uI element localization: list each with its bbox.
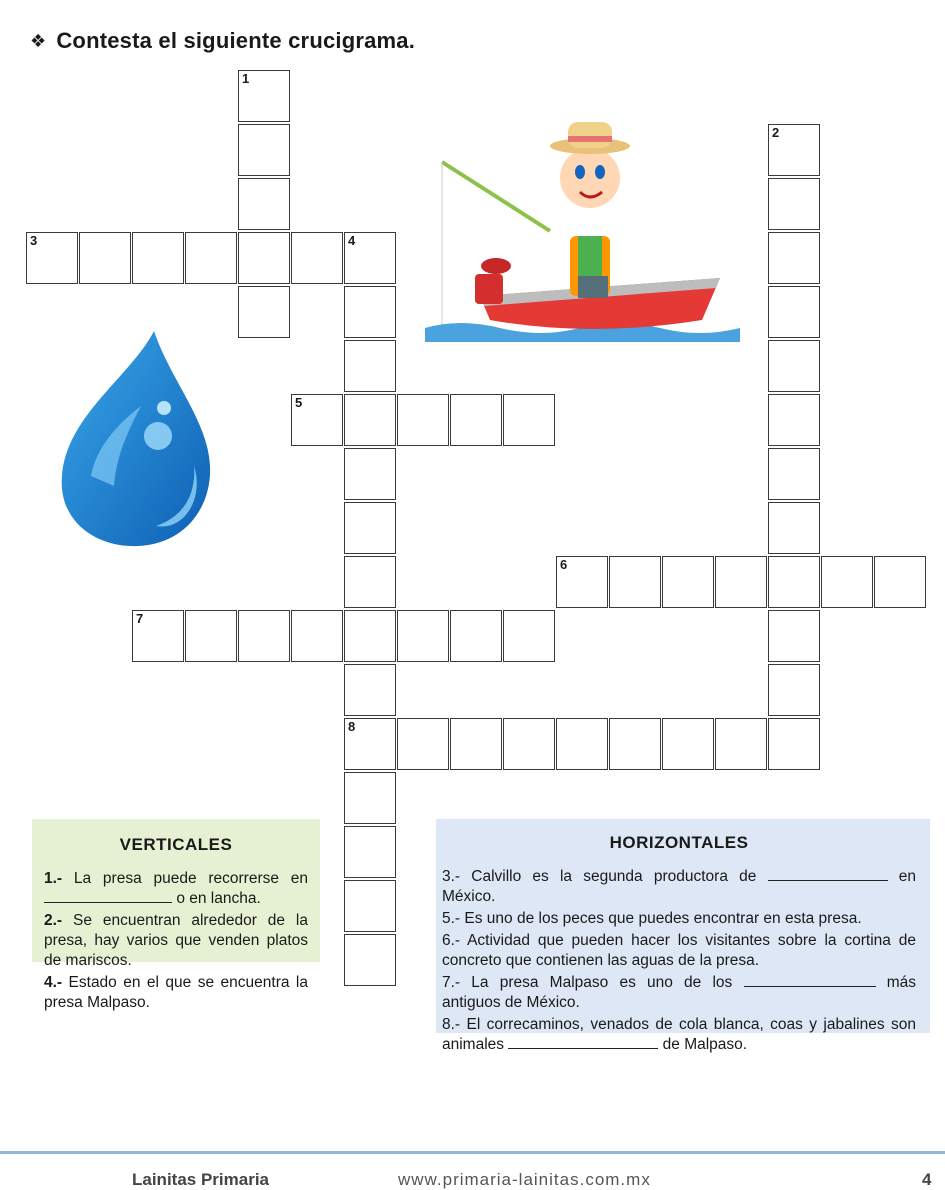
crossword-cell[interactable]: [768, 664, 820, 716]
crossword-cell[interactable]: [344, 718, 396, 770]
crossword-cell[interactable]: [344, 286, 396, 338]
crossword-cell[interactable]: [79, 232, 131, 284]
crossword-cell[interactable]: [768, 718, 820, 770]
clue-text: 8.- El correcaminos, venados de cola blanca, coas y jabalines son animales: [442, 1016, 916, 1053]
crossword-cell[interactable]: [238, 178, 290, 230]
crossword-cell[interactable]: [768, 232, 820, 284]
crossword-cell[interactable]: [768, 394, 820, 446]
clue-number: 1: [242, 71, 250, 86]
crossword-cell[interactable]: [768, 286, 820, 338]
clue-number: 4: [348, 233, 356, 248]
crossword-cell[interactable]: [397, 394, 449, 446]
crossword-cell[interactable]: [26, 232, 78, 284]
crossword-cell[interactable]: [768, 556, 820, 608]
vertical-clue-4: [44, 973, 308, 1013]
crossword-cell[interactable]: [662, 556, 714, 608]
crossword-cell[interactable]: [609, 556, 661, 608]
crossword-cell[interactable]: [344, 556, 396, 608]
crossword-cell[interactable]: [768, 610, 820, 662]
crossword-cell[interactable]: [238, 610, 290, 662]
crossword-cell[interactable]: [397, 610, 449, 662]
clue-number: 2: [772, 125, 780, 140]
crossword-cell[interactable]: [132, 232, 184, 284]
crossword-cell[interactable]: [132, 610, 184, 662]
crossword-cell[interactable]: [344, 394, 396, 446]
page-number: 4: [922, 1170, 932, 1189]
crossword-cell[interactable]: [344, 448, 396, 500]
crossword-cell[interactable]: [344, 826, 396, 878]
clue-text: en México.: [442, 868, 916, 905]
verticales-heading: VERTICALES: [119, 835, 233, 854]
answer-blank[interactable]: [44, 890, 172, 903]
answer-blank[interactable]: [508, 1036, 658, 1049]
clue-text: más antiguos de México.: [442, 974, 917, 1011]
horizontales-heading: HORIZONTALES: [609, 833, 749, 852]
crossword-cell[interactable]: [238, 124, 290, 176]
crossword-cell[interactable]: [344, 502, 396, 554]
vertical-clue-1: [44, 869, 308, 909]
crossword-cell[interactable]: [821, 556, 873, 608]
horizontal-clue-5: 5.- Es uno de los peces que puedes encontrar en esta presa.: [442, 910, 862, 927]
clue-number: 6: [560, 557, 568, 572]
clue-text: Estado en el que se encuentra la presa Malpaso.: [44, 974, 308, 1011]
crossword-cell[interactable]: [503, 610, 555, 662]
answer-blank[interactable]: [768, 868, 888, 881]
crossword-cell[interactable]: [450, 394, 502, 446]
crossword-cell[interactable]: [185, 610, 237, 662]
crossword-cell[interactable]: [662, 718, 714, 770]
crossword-cell[interactable]: [344, 772, 396, 824]
fisherman-boat-illustration: [420, 106, 740, 346]
clue-number: 7: [136, 611, 144, 626]
clue-number: 8: [348, 719, 356, 734]
crossword-cell[interactable]: [291, 394, 343, 446]
clue-text: La presa puede recorrerse en: [73, 870, 309, 887]
crossword-cell[interactable]: [185, 232, 237, 284]
clue-number-label: 4.-: [44, 974, 63, 991]
clue-text: de Malpaso.: [662, 1036, 748, 1053]
diamond-bullet-icon: ❖: [30, 31, 47, 51]
clue-number-label: 2.-: [44, 912, 63, 929]
crossword-cell[interactable]: [874, 556, 926, 608]
crossword-cell[interactable]: [344, 610, 396, 662]
horizontal-clue-7: [442, 973, 916, 1013]
clue-number: 3: [30, 233, 38, 248]
answer-blank[interactable]: [744, 974, 876, 987]
clue-text: 3.- Calvillo es la segunda productora de: [442, 868, 757, 885]
clue-text: Se encuentran alrededor de la presa, hay varios que venden platos de mariscos.: [44, 912, 308, 969]
clue-text: 7.- La presa Malpaso es uno de los: [442, 974, 733, 991]
water-drop-illustration: [36, 326, 216, 556]
crossword-cell[interactable]: [344, 664, 396, 716]
crossword-cell[interactable]: [238, 286, 290, 338]
crossword-cell[interactable]: [344, 880, 396, 932]
title-text: Contesta el siguiente crucigrama.: [56, 28, 416, 53]
horizontal-clue-3: [442, 867, 916, 907]
horizontal-clue-6: 6.- Actividad que pueden hacer los visitantes sobre la cortina de concreto que contienen las aguas de la presa.: [442, 932, 916, 969]
crossword-cell[interactable]: [291, 232, 343, 284]
crossword-cell[interactable]: [768, 124, 820, 176]
crossword-cell[interactable]: [503, 394, 555, 446]
verticales-panel: [32, 819, 320, 1011]
page-title: [30, 28, 415, 54]
crossword-cell[interactable]: [768, 178, 820, 230]
crossword-cell[interactable]: [450, 610, 502, 662]
crossword-cell[interactable]: [344, 232, 396, 284]
crossword-cell[interactable]: [556, 718, 608, 770]
crossword-cell[interactable]: [768, 448, 820, 500]
crossword-cell[interactable]: [238, 70, 290, 122]
crossword-cell[interactable]: [715, 556, 767, 608]
crossword-cell[interactable]: [768, 502, 820, 554]
horizontales-panel: [436, 819, 930, 1053]
clue-text: o en lancha.: [176, 890, 261, 907]
crossword-cell[interactable]: [238, 232, 290, 284]
clue-number-label: 1.-: [44, 870, 63, 887]
crossword-cell[interactable]: [503, 718, 555, 770]
crossword-cell[interactable]: [556, 556, 608, 608]
clue-number: 5: [295, 395, 303, 410]
crossword-cell[interactable]: [397, 718, 449, 770]
crossword-cell[interactable]: [344, 934, 396, 986]
horizontal-clue-8: [442, 1015, 916, 1055]
crossword-cell[interactable]: [768, 340, 820, 392]
crossword-cell[interactable]: [609, 718, 661, 770]
footer-divider: [0, 1151, 945, 1154]
crossword-cell[interactable]: [291, 610, 343, 662]
crossword-cell[interactable]: [715, 718, 767, 770]
footer-brand: Lainitas Primaria: [132, 1170, 270, 1189]
footer-url[interactable]: www.primaria-lainitas.com.mx: [398, 1170, 651, 1189]
crossword-cell[interactable]: [344, 340, 396, 392]
crossword-cell[interactable]: [450, 718, 502, 770]
vertical-clue-2: [44, 911, 308, 971]
